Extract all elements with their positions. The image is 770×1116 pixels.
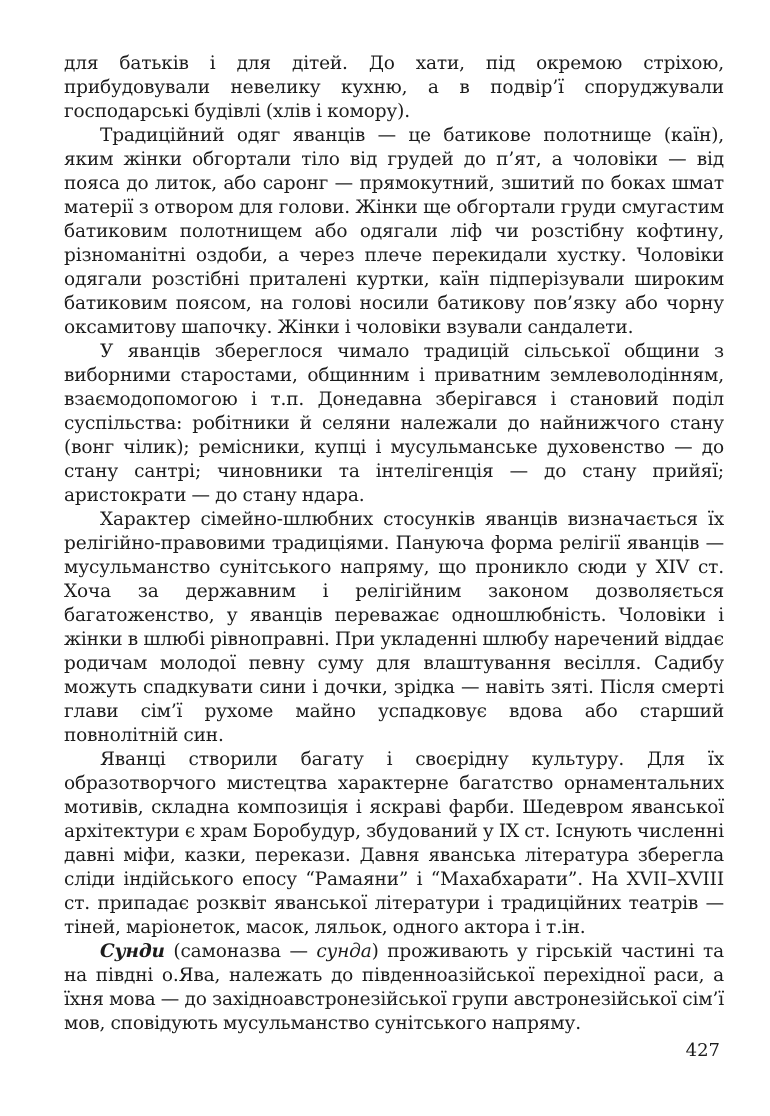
self-name-prefix: (самоназва — bbox=[164, 941, 317, 962]
paragraph-community: У яванців збереглося чимало традицій сільської общини з виборними старостами, общинним і приватним землеволодінням, взаємодопомогою і т.п. Донедавна зберігався і становий поділ суспільства: робітники й селяни належали до найнижчого стану (вонг чілик); ремісники, купці і мусульманське духовенство — до стану сантрі; чиновники та інтелігенція — до стану прийяї; аристократи — до стану ндара. bbox=[64, 341, 724, 506]
page-text bbox=[64, 52, 724, 1036]
paragraph-culture: Яванці створили багату і своєрідну культуру. Для їх образотворчого мистецтва характерне багатство орнаментальних мотивів, складна композиція і яскраві фарби. Шедевром яванської архітектури є храм Боробудур, збудований у IX ст. Існують численні давні міфи, казки, перекази. Давня яванська література зберегла сліди індійського епосу “Рамаяни” і “Махабхарати”. На XVII–XVIII ст. припадає розквіт яванської літератури і традиційних театрів — тіней, маріонеток, масок, ляльок, одного актора і т.ін. bbox=[64, 749, 724, 938]
paragraph-housing-end: для батьків і для дітей. До хати, під окремою стріхою, прибудовували невелику кухню, а в подвір’ї споруджували господарські будівлі (хлів і комору). bbox=[64, 53, 724, 122]
self-name: сунда bbox=[316, 941, 372, 962]
paragraph-sundanese bbox=[64, 940, 724, 1036]
paragraph-family: Характер сімейно-шлюбних стосунків яванців визначається їх релігійно-правовими традиціями. Пануюча форма релігії яванців — мусульманство сунітського напряму, що проникло сюди у XIV ст. Хоча за державним і релігійним законом дозволяється багатоженство, у яванців переважає одношлюбність. Чоловіки і жінки в шлюбі рівноправні. При укладенні шлюбу наречений віддає родичам молодої певну суму для влаштування весілля. Садибу можуть спадкувати сини і дочки, зрідка — навіть зяті. Після смерті глави сім’ї рухоме майно успадковує вдова або старший повнолітній син. bbox=[64, 509, 724, 746]
term-sundanese: Сунди bbox=[100, 941, 165, 962]
paragraph-clothing: Традиційний одяг яванців — це батикове полотнище (каїн), яким жінки обгортали тіло від грудей до п’ят, а чоловіки — від пояса до литок, або саронг — прямокутний, зшитий по боках шмат матерії з отвором для голови. Жінки ще обгортали груди смугастим батиковим полотнищем або одягали ліф чи розстібну кофтину, різноманітні оздоби, а через плече перекидали хустку. Чоловіки одягали розстібні приталені куртки, каїн підперізували широким батиковим поясом, на голові носили батикову пов’язку або чорну оксамитову шапочку. Жінки і чоловіки взували сандалети. bbox=[64, 125, 724, 338]
page-number: 427 bbox=[685, 1040, 720, 1061]
sundanese-text: ) проживають у гірській частині та на півдні о.Ява, належать до південноазійської перехідної раси, а їхня мова — до західноавстронезійської групи австронезійської сім’ї мов, сповідують мусульманство сунітського напряму. bbox=[64, 941, 724, 1034]
